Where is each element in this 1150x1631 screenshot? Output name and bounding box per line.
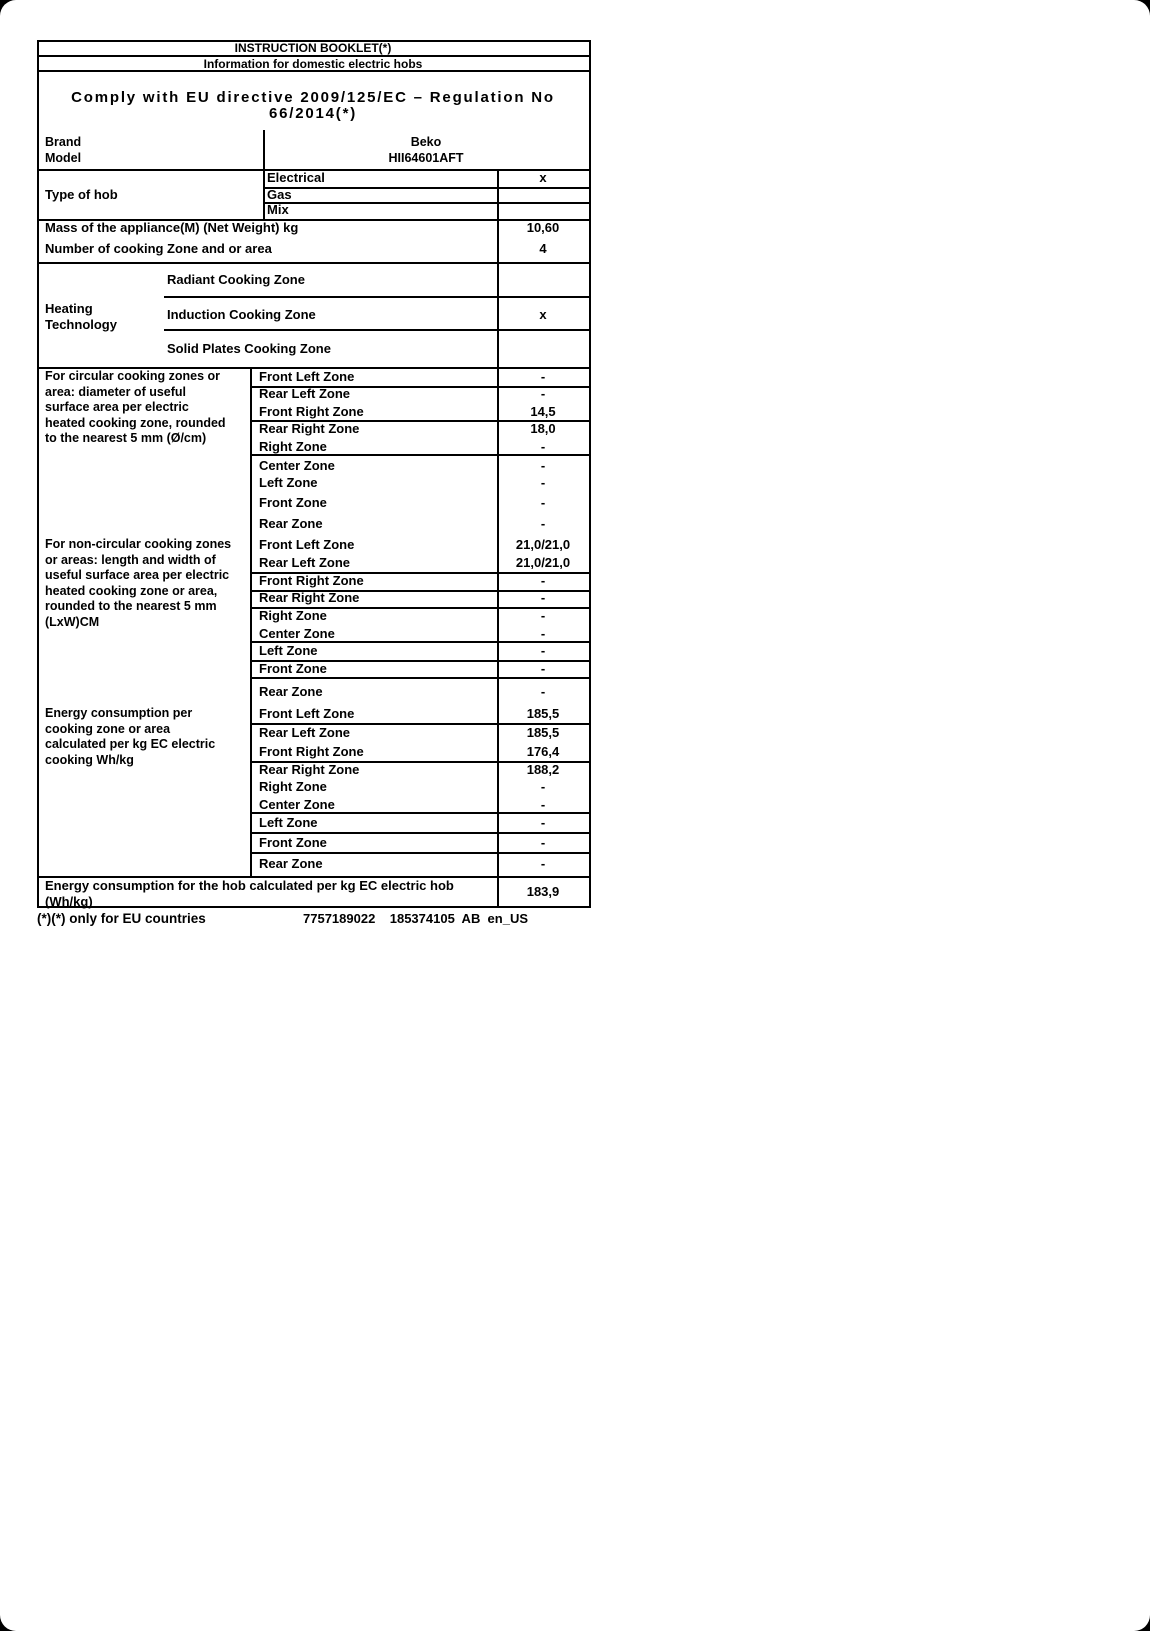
zone-row-label: Right Zone: [259, 439, 327, 454]
zone-row-label: Rear Right Zone: [259, 762, 360, 777]
zone-row-label: Front Right Zone: [259, 404, 364, 419]
hob-energy-value: 183,9: [526, 884, 560, 899]
divider: [250, 832, 589, 834]
zone-row-value: -: [540, 386, 546, 401]
zone-row-label: Left Zone: [259, 475, 318, 490]
zone-row-value: -: [540, 797, 546, 812]
divider: [164, 329, 589, 331]
zone-row-value: 185,5: [526, 706, 560, 721]
compliance-title-line1: Comply with EU directive 2009/125/EC – Regulation No: [71, 89, 555, 106]
zone-row-value: -: [540, 835, 546, 850]
zone-row-label: Center Zone: [259, 458, 335, 473]
divider: [250, 454, 589, 456]
zone-row-value: 14,5: [530, 404, 556, 419]
heating-radiant: Radiant Cooking Zone: [167, 272, 305, 287]
zone-row-label: Front Right Zone: [259, 744, 364, 759]
zone-row-label: Rear Left Zone: [259, 555, 351, 570]
heating-solid-plates-value: [497, 341, 589, 357]
zone-row-label: Center Zone: [259, 797, 335, 812]
zone-count-value: 4: [539, 241, 547, 256]
column-divider: [250, 367, 252, 877]
zone-row-value: -: [540, 626, 546, 641]
zone-row-value: -: [540, 439, 546, 454]
zone-row-value: 21,0/21,0: [515, 555, 571, 570]
zone-row-value: 21,0/21,0: [515, 537, 571, 552]
zone-row-label: Front Left Zone: [259, 369, 355, 384]
heating-induction-value: x: [539, 307, 547, 322]
zone-row-label: Front Zone: [259, 835, 327, 850]
heating-technology-label: Heating Technology: [45, 301, 117, 332]
footer-document-codes: 7757189022 185374105 AB en_US: [303, 911, 529, 926]
brand-value: Beko: [410, 135, 442, 149]
heating-radiant-value: [497, 272, 589, 288]
energy-consumption-label: Energy consumption per cooking zone or area calculated per kg EC electric cooking Wh/kg: [45, 706, 216, 768]
zone-row-value: 176,4: [526, 744, 560, 759]
zone-row-value: -: [540, 369, 546, 384]
zone-row-label: Rear Zone: [259, 516, 323, 531]
zone-row-label: Center Zone: [259, 626, 335, 641]
zone-row-label: Rear Zone: [259, 856, 323, 871]
booklet-subheader: Information for domestic electric hobs: [203, 57, 423, 71]
zone-row-value: -: [540, 856, 546, 871]
zone-row-value: -: [540, 475, 546, 490]
zone-row-value: -: [540, 815, 546, 830]
zone-row-value: -: [540, 590, 546, 605]
zone-row-value: -: [540, 516, 546, 531]
model-value: HII64601AFT: [388, 151, 464, 165]
zone-row-label: Rear Zone: [259, 684, 323, 699]
zone-row-value: -: [540, 573, 546, 588]
divider: [37, 262, 589, 264]
heating-induction: Induction Cooking Zone: [167, 307, 316, 322]
zone-row-value: -: [540, 779, 546, 794]
hob-type-gas-value: [497, 187, 589, 203]
divider: [250, 852, 589, 854]
zone-row-value: -: [540, 684, 546, 699]
mass-value: 10,60: [526, 220, 560, 235]
zone-row-label: Front Right Zone: [259, 573, 364, 588]
hob-type-electrical-value: x: [539, 170, 547, 185]
zone-row-value: -: [540, 458, 546, 473]
zone-row-label: Right Zone: [259, 608, 327, 623]
non-circular-zones-label: For non-circular cooking zones or areas: length and width of useful surface area per electric heated cooking zone or area, rounded to the nearest 5 mm (LxW)CM: [45, 537, 232, 629]
mass-label: Mass of the appliance(M) (Net Weight) kg: [45, 220, 299, 235]
brand-label: Brand: [45, 135, 82, 149]
booklet-header: INSTRUCTION BOOKLET(*): [234, 41, 392, 55]
table-border-right: [589, 40, 591, 908]
zone-row-label: Left Zone: [259, 643, 318, 658]
circular-zones-label: For circular cooking zones or area: diameter of useful surface area per electric heated cooking zone, rounded to the nearest 5 mm (Ø/cm): [45, 369, 226, 445]
zone-row-label: Rear Left Zone: [259, 386, 351, 401]
zone-row-label: Rear Left Zone: [259, 725, 351, 740]
compliance-title-line2: 66/2014(*): [268, 104, 358, 122]
hob-type-electrical: Electrical: [267, 170, 325, 185]
divider: [164, 296, 589, 298]
divider: [250, 677, 589, 679]
zone-row-value: -: [540, 643, 546, 658]
zone-row-label: Front Zone: [259, 661, 327, 676]
hob-energy-label: Energy consumption for the hob calculated per kg EC electric hob (Wh/kg): [45, 878, 454, 909]
divider: [250, 812, 589, 814]
hob-type-gas: Gas: [267, 187, 292, 202]
compliance-title: [37, 90, 589, 121]
type-of-hob-label: Type of hob: [45, 187, 118, 202]
footer-eu-note: (*)(*) only for EU countries: [37, 911, 206, 926]
zone-row-label: Rear Right Zone: [259, 421, 360, 436]
zone-row-label: Rear Right Zone: [259, 590, 360, 605]
zone-row-value: 188,2: [526, 762, 560, 777]
zone-row-value: -: [540, 495, 546, 510]
zone-count-label: Number of cooking Zone and or area: [45, 241, 272, 256]
zone-row-value: 185,5: [526, 725, 560, 740]
hob-type-mix-value: [497, 202, 589, 218]
zone-row-value: 18,0: [530, 421, 556, 436]
heating-solid-plates: Solid Plates Cooking Zone: [167, 341, 331, 356]
hob-type-mix: Mix: [267, 202, 289, 217]
zone-row-label: Front Left Zone: [259, 706, 355, 721]
zone-row-value: -: [540, 661, 546, 676]
model-label: Model: [45, 151, 82, 165]
zone-row-label: Left Zone: [259, 815, 318, 830]
zone-row-label: Right Zone: [259, 779, 327, 794]
zone-row-value: -: [540, 608, 546, 623]
zone-row-label: Front Zone: [259, 495, 327, 510]
zone-row-label: Front Left Zone: [259, 537, 355, 552]
